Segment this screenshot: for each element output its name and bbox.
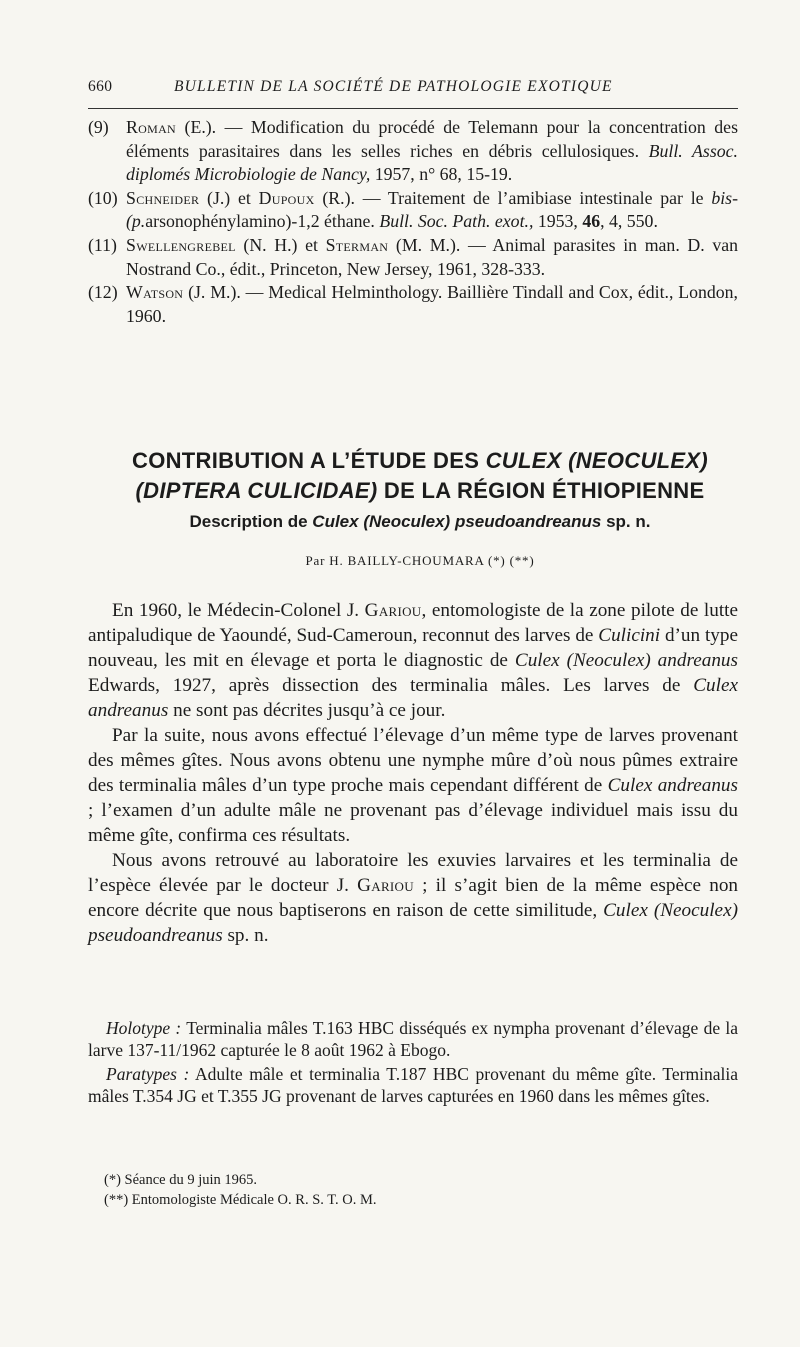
reference-item	[88, 234, 738, 281]
reference-text: (J.) et	[199, 187, 259, 208]
paratypes-paragraph	[88, 1064, 738, 1107]
reference-number: (9)	[88, 117, 109, 137]
subtitle-taxon: Culex (Neoculex) pseudoandreanus	[312, 512, 602, 531]
title-taxon: (DIPTERA CULICIDAE)	[135, 478, 378, 503]
header-rule	[88, 108, 738, 109]
footnote: (**) Entomologiste Médicale O. R. S. T. O. M.	[104, 1192, 377, 1208]
reference-text: arsonophénylamino)-1,2 éthane.	[145, 211, 380, 232]
subtitle-text: Description de	[189, 512, 313, 531]
taxon-name: Culex (Neoculex) andreanus	[514, 650, 738, 671]
article-title	[100, 446, 740, 506]
reference-author: Swellengrebel	[126, 234, 236, 255]
reference-volume: 46	[582, 211, 601, 232]
reference-item	[88, 281, 738, 328]
taxon-name: Culex andreanus	[88, 675, 738, 721]
paragraph-text: d’un type nouveau, les mit en élevage et porta le diagnostic de	[88, 625, 738, 671]
paragraph-text: En 1960, le Médecin-Colonel J.	[112, 600, 365, 621]
title-taxon: CULEX (NEOCULEX)	[485, 448, 708, 473]
reference-number: (12)	[88, 282, 118, 303]
reference-text: (E.). — Modification du procédé de Telemann pour la concentration des éléments parasitaires dans les selles riches en débris cellulosiques.	[126, 117, 738, 161]
author-byline: Par H. BAILLY-CHOUMARA (*) (**)	[305, 553, 535, 568]
reference-text: 1957, n° 68, 15-19.	[370, 164, 513, 185]
reference-text: , 4, 550.	[600, 211, 658, 232]
holotype-label: Holotype :	[106, 1018, 182, 1038]
holotype-text: Terminalia mâles T.163 HBC disséqués ex nympha provenant d’élevage de la larve 137-11/1962 capturée le 8 août 1962 à Ebogo.	[88, 1018, 738, 1060]
footnote: (*) Séance du 9 juin 1965.	[104, 1172, 258, 1188]
paragraph-text: , entomologiste de la zone pilote de lutte antipaludique de Yaoundé, Sud-Cameroun, reconnut des larves de	[88, 600, 739, 646]
paragraph-text: sp. n.	[222, 925, 269, 946]
paragraph-text: ne sont pas décrites jusqu’à ce jour.	[168, 700, 446, 721]
taxon-name: Culex (Neoculex) pseudoandreanus	[88, 900, 738, 946]
reference-number: (11)	[88, 234, 117, 255]
paratypes-text: Adulte mâle et terminalia T.187 HBC provenant du même gîte. Terminalia mâles T.354 JG et T.355 JG provenant de larves capturées en 1960 dans les mêmes gîtes.	[88, 1064, 738, 1106]
taxon-name: Culex andreanus	[607, 775, 738, 796]
reference-author: Dupoux	[258, 187, 315, 208]
reference-journal: Bull. Assoc. diplomés Microbiologie de Nancy,	[126, 140, 738, 185]
page-number: 660	[88, 78, 113, 95]
reference-number: (10)	[88, 187, 118, 208]
paragraph-text: Edwards, 1927, après dissection des terminalia mâles. Les larves de	[88, 675, 694, 696]
paragraph-text: ; il s’agit bien de la même espèce non encore décrite que nous baptiserons en raison de cette similitude,	[88, 875, 739, 921]
paragraph	[88, 598, 738, 723]
title-text: DE LA RÉGION ÉTHIOPIENNE	[377, 478, 705, 503]
reference-text: 1953,	[533, 211, 583, 232]
reference-list	[88, 116, 738, 328]
reference-author: Schneider	[126, 187, 200, 208]
reference-text: (N. H.) et	[235, 234, 326, 255]
reference-item	[88, 116, 738, 187]
holotype-paragraph	[88, 1018, 738, 1061]
reference-chemical: bis-(p.	[126, 187, 738, 232]
footnotes	[104, 1170, 604, 1210]
paragraph-text: Par la suite, nous avons effectué l’élevage d’un même type de larves provenant des mêmes gîtes. Nous avons obtenu une nymphe mûre d’où nous pûmes extraire des terminalia mâles d’un type proche mais cependant différent de	[88, 725, 738, 796]
reference-item	[88, 187, 738, 234]
reference-author: Watson	[126, 282, 184, 303]
reference-author: Roman	[126, 117, 177, 137]
article-subtitle	[100, 512, 740, 532]
taxon-name: Culicini	[598, 625, 661, 646]
paragraph-text: ; l’examen d’un adulte mâle ne provenant pas d’élevage individuel mais issu du même gîte, confirma ces résultats.	[88, 800, 738, 846]
reference-text: (R.). — Traitement de l’amibiase intestinale par le	[314, 187, 712, 208]
paragraph	[88, 848, 738, 948]
person-name: Gariou	[364, 600, 422, 621]
subtitle-text: sp. n.	[601, 512, 651, 531]
reference-journal: Bull. Soc. Path. exot.,	[379, 211, 534, 232]
paragraph	[88, 723, 738, 848]
paratypes-label: Paratypes :	[106, 1064, 190, 1084]
paragraph-text: Nous avons retrouvé au laboratoire les exuvies larvaires et les terminalia de l’espèce élevée par le docteur J.	[88, 850, 738, 896]
article-body	[88, 598, 738, 948]
reference-author: Sterman	[325, 234, 389, 255]
title-text: CONTRIBUTION A L’ÉTUDE DES	[132, 448, 486, 473]
reference-text: (M. M.). — Animal parasites in man. D. van Nostrand Co., édit., Princeton, New Jersey, 1961, 328-333.	[126, 234, 739, 279]
person-name: Gariou	[357, 875, 414, 896]
reference-text: (J. M.). — Medical Helminthology. Baillière Tindall and Cox, édit., London, 1960.	[126, 282, 738, 326]
type-specimens	[88, 1018, 738, 1110]
journal-title: BULLETIN DE LA SOCIÉTÉ DE PATHOLOGIE EXOTIQUE	[174, 78, 613, 95]
